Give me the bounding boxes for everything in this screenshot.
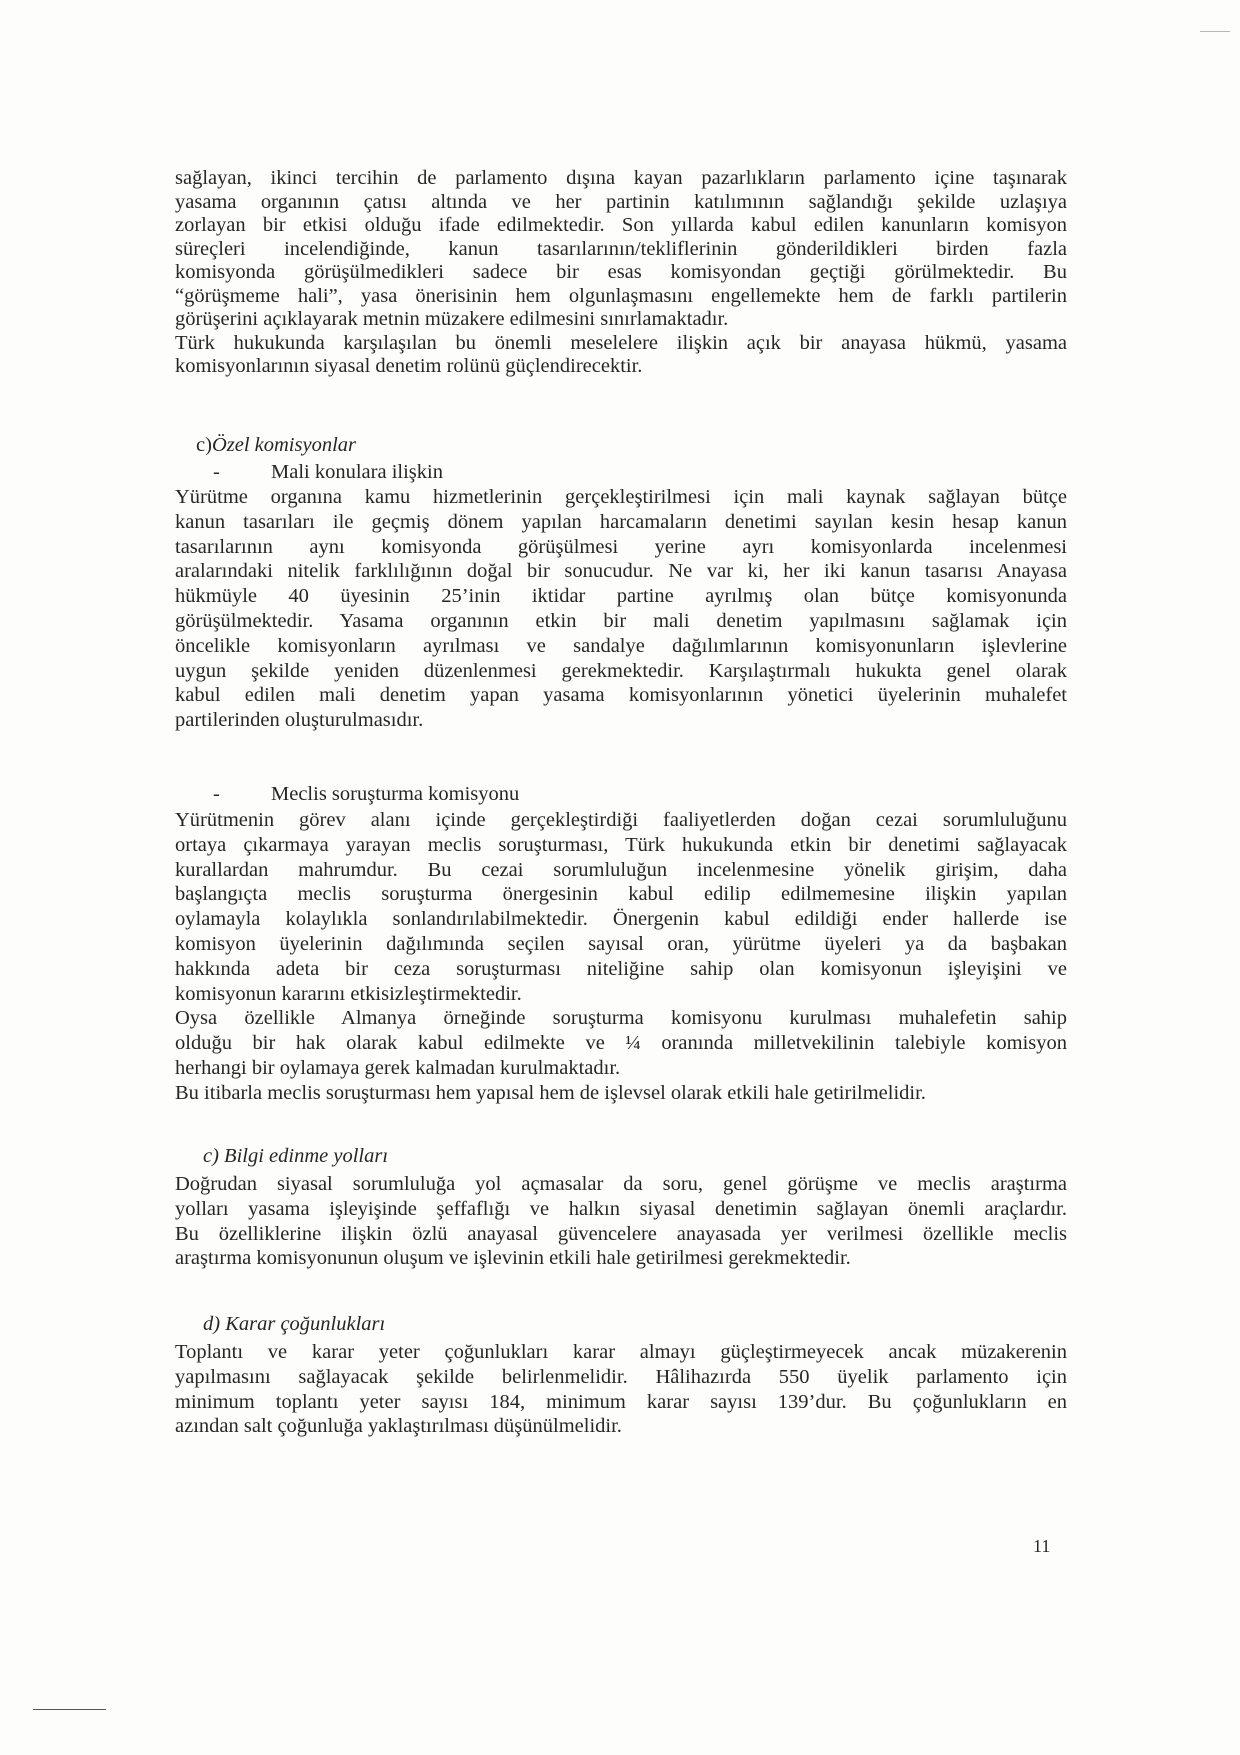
heading-bilgi-edinme: c) Bilgi edinme yolları <box>203 1145 389 1167</box>
text-line: komisyon üyelerinin dağılımında seçilen sayısal oran, yürütme üyeleri ya da başbakan <box>175 932 1067 955</box>
paragraph-1 <box>175 167 1067 332</box>
text-line: öncelikle komisyonların ayrılması ve sandalye dağılımlarının komisyonunların işlevlerine <box>175 634 1067 657</box>
heading-text: Özel komisyonlar <box>211 434 356 456</box>
text-line: süreçleri incelendiğinde, kanun tasarılarının/tekliflerinin gönderildikleri birden fazla <box>175 237 1067 260</box>
text-line: zorlayan bir etkisi olduğu ifade edilmektedir. Son yıllarda kabul edilen kanunların komisyon <box>175 214 1067 236</box>
text-line: Doğrudan siyasal sorumluluğa yol açmasalar da soru, genel görüşme ve meclis araştırma <box>175 1173 1067 1195</box>
text-line: “görüşmeme hali”, yasa önerisinin hem olgunlaşmasını engellemekte hem de farklı partilerin <box>175 284 1067 307</box>
subheading-mali <box>213 461 443 484</box>
text-line: kabul edilen mali denetim yapan yasama komisyonlarının yönetici üyelerinin muhalefet <box>175 684 1067 707</box>
text-line: başlangıçta meclis soruşturma önergesinin kabul edilip edilmemesine ilişkin yapılan <box>175 883 1067 906</box>
paragraph-4 <box>175 808 1067 1006</box>
text-line: kurallardan mahrumdur. Bu cezai sorumluluğun incelenmesine yönelik girişim, daha <box>175 858 1067 881</box>
subheading-text: Meclis soruşturma komisyonu <box>271 783 520 805</box>
paragraph-3 <box>175 485 1067 733</box>
subheading-meclis <box>213 783 519 806</box>
text-line: Türk hukukunda karşılaşılan bu önemli meselelere ilişkin açık bir anayasa hükmü, yasama <box>175 331 1067 354</box>
text-line: görüşerini açıklayarak metnin müzakere edilmesini sınırlamaktadır. <box>175 308 729 330</box>
text-line: minimum toplantı yeter sayısı 184, minimum karar sayısı 139’dur. Bu çoğunlukların en <box>175 1390 1067 1413</box>
scan-mark-top <box>1200 31 1230 32</box>
paragraph-6 <box>175 1081 1067 1106</box>
scan-mark-bottom <box>33 1709 106 1710</box>
text-line: aralarındaki nitelik farklılığının doğal bir sonucudur. Ne var ki, her iki kanun tasarısı Anayasa <box>175 560 1067 583</box>
text-line: azından salt çoğunluğa yaklaştırılması düşünülmelidir. <box>175 1415 622 1438</box>
paragraph-8 <box>175 1340 1067 1439</box>
text-line: yasama organının çatısı altında ve her partinin katılımının sağlandığı şekilde uzlaşıya <box>175 190 1067 213</box>
text-line: kanun tasarıları ile geçmiş dönem yapılan harcamaların denetimi sayılan kesin hesap kanun <box>175 510 1067 533</box>
text-line: Yürütmenin görev alanı içinde gerçekleştirdiği faaliyetlerden doğan cezai sorumluluğunu <box>175 809 1067 831</box>
text-line: uygun şekilde yeniden düzenlenmesi gerekmektedir. Karşılaştırmalı hukukta genel olarak <box>175 659 1067 682</box>
text-line: Bu özelliklerine ilişkin özlü anayasal güvencelere anayasada yer verilmesi özellikle meclis <box>175 1222 1067 1245</box>
bullet-dash: - <box>213 783 220 805</box>
paragraph-5 <box>175 1006 1067 1080</box>
text-line: Toplantı ve karar yeter çoğunlukları karar almayı güçleştirmeyecek ancak müzakerenin <box>175 1341 1067 1363</box>
text-line: hakkında adeta bir ceza soruşturması niteliğine sahip olan komisyonun işleyişini ve <box>175 957 1067 980</box>
subheading-text: Mali konulara ilişkin <box>271 461 443 483</box>
bullet-dash: - <box>213 461 220 483</box>
text-line: komisyonlarının siyasal denetim rolünü güçlendirecektir. <box>175 355 643 377</box>
paragraph-2 <box>175 332 1067 379</box>
text-line: herhangi bir oylamaya gerek kalmadan kurulmaktadır. <box>175 1056 621 1079</box>
text-line: görüşülmektedir. Yasama organının etkin bir mali denetim yapılmasını sağlamak için <box>175 609 1067 632</box>
text-line: araştırma komisyonunun oluşum ve işlevinin etkili hale getirilmesi gerekmektedir. <box>175 1247 851 1270</box>
text-line: ortaya çıkarmaya yarayan meclis soruşturması, Türk hukukunda etkin bir denetimi sağlayacak <box>175 833 1067 856</box>
text-line: komisyonun kararını etkisizleştirmektedir. <box>175 982 522 1005</box>
text-line: partilerinden oluşturulmasıdır. <box>175 709 424 732</box>
text-line: yolları yasama işleyişinde şeffaflığı ve halkın siyasal denetimin sağlayan önemli araçlardır. <box>175 1197 1067 1220</box>
text-line: sağlayan, ikinci tercihin de parlamento dışına kayan pazarlıkların parlamento içine taşınarak <box>175 167 1067 189</box>
text-line: yapılmasını sağlayacak şekilde belirlenmelidir. Hâlihazırda 550 üyelik parlamento için <box>175 1365 1067 1388</box>
text-line: tasarılarının aynı komisyonda görüşülmesi yerine ayrı komisyonlarda incelenmesi <box>175 535 1067 558</box>
heading-karar-cogunluklari: d) Karar çoğunlukları <box>203 1313 386 1335</box>
text-line: Oysa özellikle Almanya örneğinde soruşturma komisyonu kurulması muhalefetin sahip <box>175 1007 1067 1030</box>
text-line: hükmüyle 40 üyesinin 25’inin iktidar partine ayrılmış olan bütçe komisyonunda <box>175 585 1067 608</box>
heading-ozel-komisyonlar <box>196 434 356 457</box>
text-line: Bu itibarla meclis soruşturması hem yapısal hem de işlevsel olarak etkili hale getirilmelidir. <box>175 1081 926 1104</box>
text-line: Yürütme organına kamu hizmetlerinin gerçekleştirilmesi için mali kaynak sağlayan bütçe <box>175 486 1067 508</box>
text-line: olduğu bir hak olarak kabul edilmekte ve ¼ oranında milletvekilinin talebiyle komisyon <box>175 1032 1067 1055</box>
text-line: oylamayla kolaylıkla sonlandırılabilmektedir. Önergenin kabul edildiği ender hallerde ise <box>175 908 1067 931</box>
paragraph-7 <box>175 1172 1067 1271</box>
heading-prefix: c) <box>196 434 212 456</box>
page-number: 11 <box>1033 1536 1051 1556</box>
text-line: komisyonda görüşülmedikleri sadece bir esas komisyondan geçtiği görülmektedir. Bu <box>175 261 1067 283</box>
